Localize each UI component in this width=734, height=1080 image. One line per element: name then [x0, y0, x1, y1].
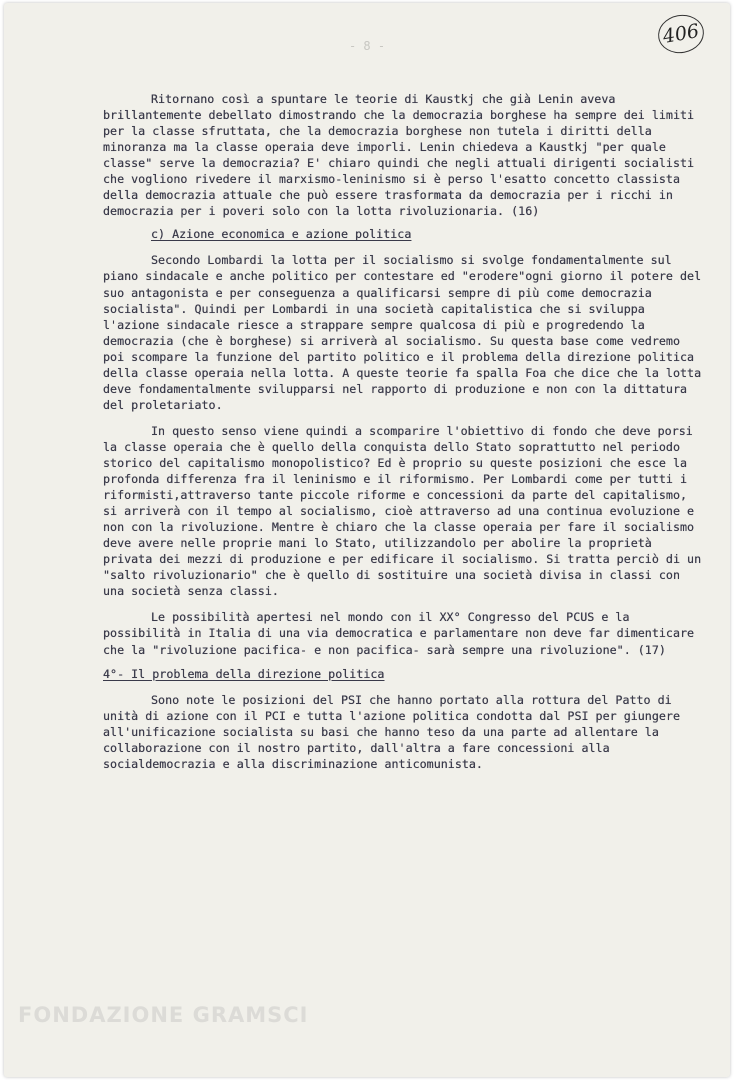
page-number: - 8 - — [348, 39, 386, 53]
archive-watermark: FONDAZIONE GRAMSCI — [18, 1003, 309, 1027]
paragraph: In questo senso viene quindi a scomparire l'obiettivo di fondo che deve porsi la classe operaia che è quello della conquista dello Stato soprattutto nel periodo storico del capitalismo monopolistico? Ed è proprio su queste posizioni che esce la profonda differenza fra il leninismo e il riformismo. Per Lombardi come per tutti i riformisti,attraverso tante piccole riforme e concessioni da parte del capitalismo, si arriverà con il tempo al socialismo, cioè attraverso ad una continua evoluzione e non con la rivoluzione. Mentre è chiaro che la classe operaia per fare il socialismo deve avere nelle proprie mani lo Stato, utilizzandolo per abolire la proprietà privata dei mezzi di produzione e per edificare il socialismo. Si tratta perciò di un "salto rivoluzionario" che è quello di sostituire una società divisa in classi con una società senza classi. — [103, 423, 702, 599]
document-page — [4, 3, 730, 1077]
paragraph: Secondo Lombardi la lotta per il socialismo si svolge fondamentalmente sul piano sindacale e anche politico per contestare ed "erodere"ogni giorno il potere del suo antagonista e per conseguenza a qualificarsi sempre di più come democrazia socialista". Quindi per Lombardi in una società capitalistica che si sviluppa l'azione sindacale riesce a strappare sempre qualcosa di più e progredendo la democrazia (che è borghese) si arriverà al socialismo. Su questa base come vedremo poi scompare la funzione del partito politico e il problema della direzione politica della classe operaia nella lotta. A queste teorie fa spalla Foa che dice che la lotta deve fondamentalmente svilupparsi nel rapporto di produzione e non con la dittatura del proletariato. — [103, 253, 702, 412]
paragraph: Ritornano così a spuntare le teorie di Kaustkj che già Lenin aveva brillantemente debellato dimostrando che la democrazia borghese ha sempre dei limiti per la classe sfruttata, che la democrazia borghese non tutela i diritti della minoranza ma la classe operaia deve imporli. Lenin chiedeva a Kaustkj "per quale classe" serve la democrazia? E' chiaro quindi che negli attuali dirigenti socialisti che vogliono rivedere il marxismo-leninismo si è perso l'esatto concetto classista della democrazia attuale che può essere trasformata da democrazia per i ricchi in democrazia per i poveri solo con la lotta rivoluzionaria. (16) — [103, 92, 695, 219]
section-heading-4: 4°- Il problema della direzione politica — [103, 666, 385, 681]
paragraph: Sono note le posizioni del PSI che hanno portato alla rottura del Patto di unità di azione con il PCI e tutta l'azione politica condotta dal PSI per giungere all'unificazione socialista su basi che hanno teso da una parte ad allentare la collaborazione con il nostro partito, dall'altra a fare concessioni alla socialdemocrazia e alla discriminazione anticomunista. — [103, 692, 680, 771]
handwritten-page-number: 406 — [655, 11, 707, 56]
paragraph: Le possibilità apertesi nel mondo con il XX° Congresso del PCUS e la possibilità in Italia di una via democratica e parlamentare non deve far dimenticare che la "rivoluzione pacifica- e non pacifica- sarà sempre una rivoluzione". (17) — [103, 610, 695, 657]
document-body — [103, 91, 707, 772]
section-heading-c: c) Azione economica e azione politica — [151, 227, 412, 242]
